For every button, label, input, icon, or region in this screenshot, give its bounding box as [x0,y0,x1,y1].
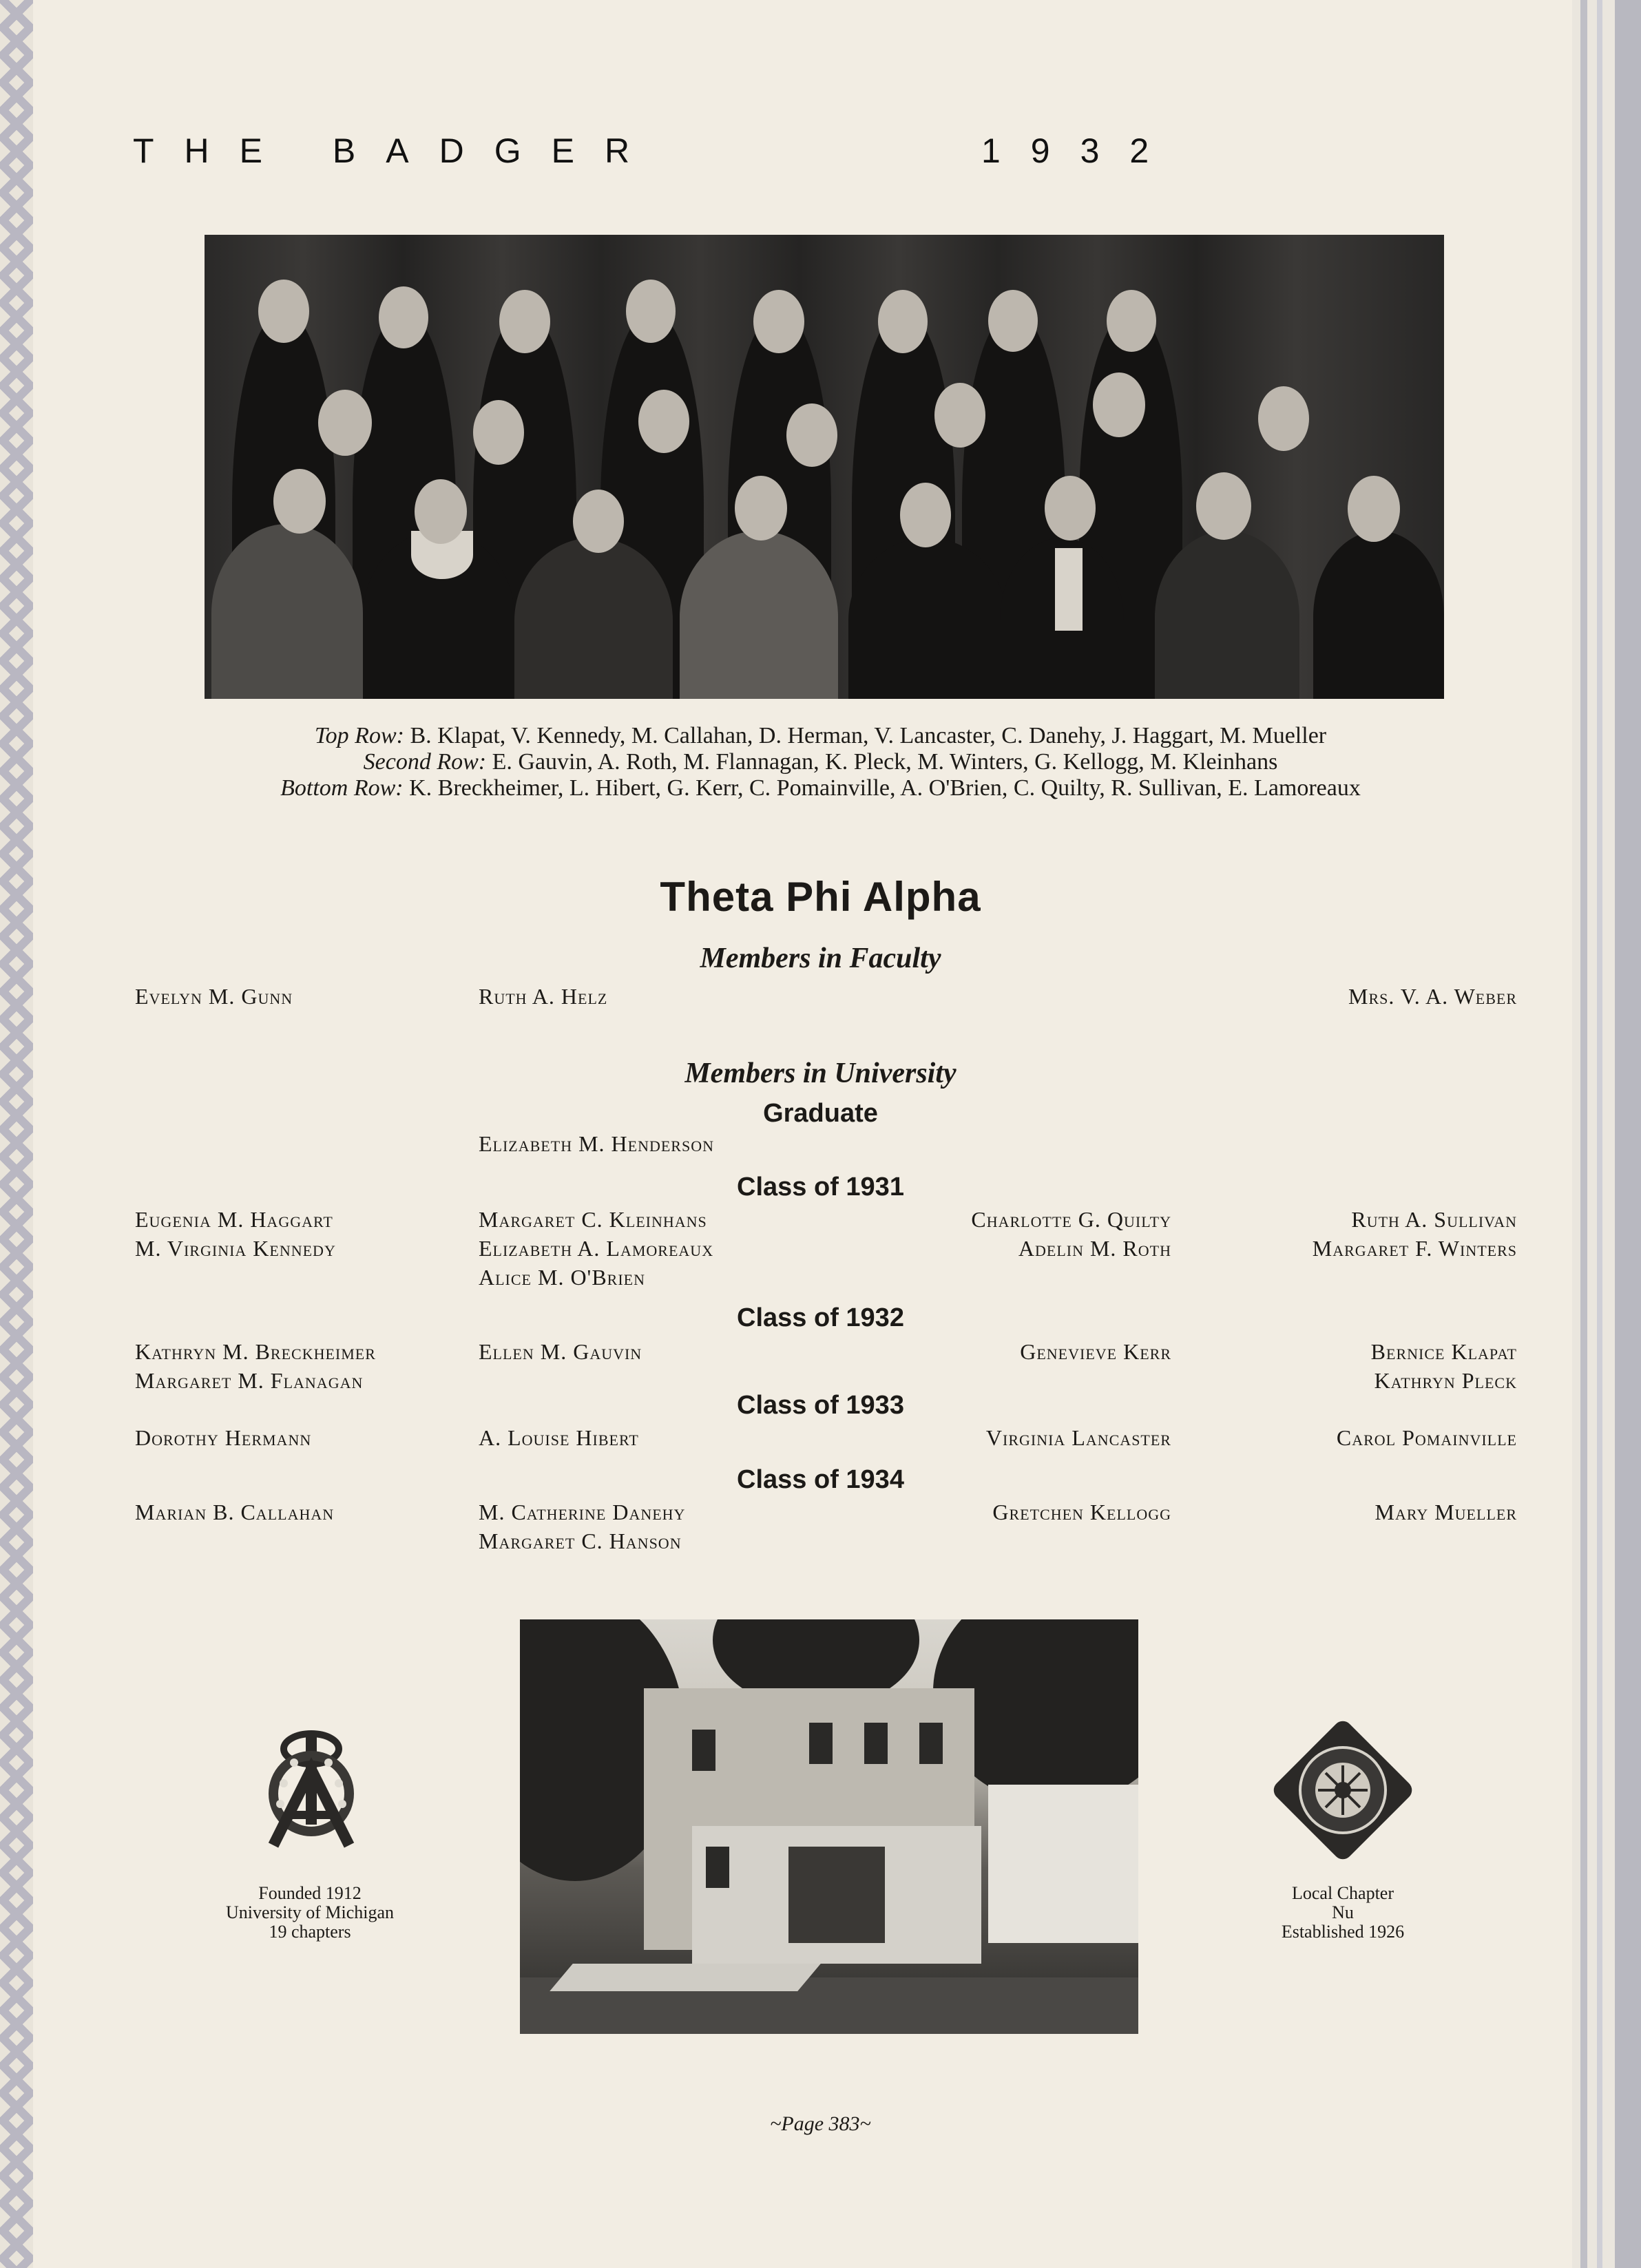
member-name: Ellen M. Gauvin [479,1339,642,1364]
local-chapter-caption [1253,1884,1432,1942]
member-name: Margaret M. Flanagan [135,1368,364,1393]
caption-label: Top Row: [314,723,404,748]
right-border-stripe [1615,0,1641,2268]
local-chapter-line: Nu [1332,1902,1354,1922]
member-name: Genevieve Kerr [1020,1339,1171,1364]
faculty-member: Evelyn M. Gunn [135,984,293,1009]
founding-caption [193,1884,427,1942]
class-1934-heading: Class of 1934 [737,1465,904,1494]
page-number: ~Page 383~ [770,2112,871,2135]
local-chapter-line: Established 1926 [1281,1922,1405,1942]
member-name: Adelin M. Roth [1018,1236,1171,1261]
member-name: Ruth A. Sullivan [1351,1207,1517,1232]
faculty-heading: Members in Faculty [700,943,941,974]
member-name: Carol Pomainville [1336,1425,1517,1450]
member-name: Alice M. O'Brien [479,1265,645,1290]
class-1933-heading: Class of 1933 [737,1391,904,1420]
member-name: Mary Mueller [1375,1500,1517,1524]
founding-line: 19 chapters [269,1922,351,1942]
member-name: Marian B. Callahan [135,1500,335,1524]
graduate-heading: Graduate [763,1099,878,1128]
decorative-left-border [0,0,33,2268]
chapter-house-photo [520,1619,1138,2034]
group-photo [205,235,1444,699]
member-name: Gretchen Kellogg [992,1500,1171,1524]
faculty-member: Mrs. V. A. Weber [1348,984,1517,1009]
running-head-title: THE BADGER [133,132,660,170]
member-name: Dorothy Hermann [135,1425,312,1450]
local-chapter-line: Local Chapter [1292,1883,1394,1903]
member-name: Charlotte G. Quilty [971,1207,1171,1232]
member-name: Kathryn Pleck [1374,1368,1517,1393]
founding-line: Founded 1912 [258,1883,362,1903]
caption-second-row [0,749,1641,775]
member-name: M. Virginia Kennedy [135,1236,336,1261]
member-name: Kathryn M. Breckheimer [135,1339,376,1364]
graduate-member: Elizabeth M. Henderson [479,1131,714,1156]
faculty-member: Ruth A. Helz [479,984,608,1009]
member-name: Virginia Lancaster [985,1425,1171,1450]
caption-label: Second Row: [363,749,487,775]
right-border-stripe [1580,0,1587,2268]
member-name: Margaret C. Hanson [479,1529,682,1553]
caption-names: B. Klapat, V. Kennedy, M. Callahan, D. Herman, V. Lancaster, C. Danehy, J. Haggart, M. Mueller [410,723,1327,748]
photo-captions [0,723,1641,801]
sorority-title: Theta Phi Alpha [660,874,981,920]
class-1932-heading: Class of 1932 [737,1303,904,1332]
founding-line: University of Michigan [225,1902,395,1922]
member-name: Margaret C. Kleinhans [479,1207,707,1232]
running-head-year: 1932 [981,132,1180,170]
sorority-crest-icon [256,1728,366,1852]
class-1931-heading: Class of 1931 [737,1173,904,1201]
university-heading: Members in University [684,1058,957,1089]
chapter-badge-icon [1267,1714,1419,1866]
member-name: Elizabeth A. Lamoreaux [479,1236,714,1261]
member-name: Bernice Klapat [1370,1339,1517,1364]
caption-bottom-row [0,775,1641,801]
member-name: Eugenia M. Haggart [135,1207,333,1232]
caption-names: K. Breckheimer, L. Hibert, G. Kerr, C. Pomainville, A. O'Brien, C. Quilty, R. Sullivan, E. Lamoreaux [409,775,1361,801]
caption-label: Bottom Row: [280,775,404,801]
member-name: M. Catherine Danehy [479,1500,686,1524]
member-name: A. Louise Hibert [479,1425,639,1450]
caption-names: E. Gauvin, A. Roth, M. Flannagan, K. Pleck, M. Winters, G. Kellogg, M. Kleinhans [492,749,1278,775]
member-name: Margaret F. Winters [1312,1236,1517,1261]
right-border-stripe [1597,0,1602,2268]
caption-top-row [0,723,1641,749]
